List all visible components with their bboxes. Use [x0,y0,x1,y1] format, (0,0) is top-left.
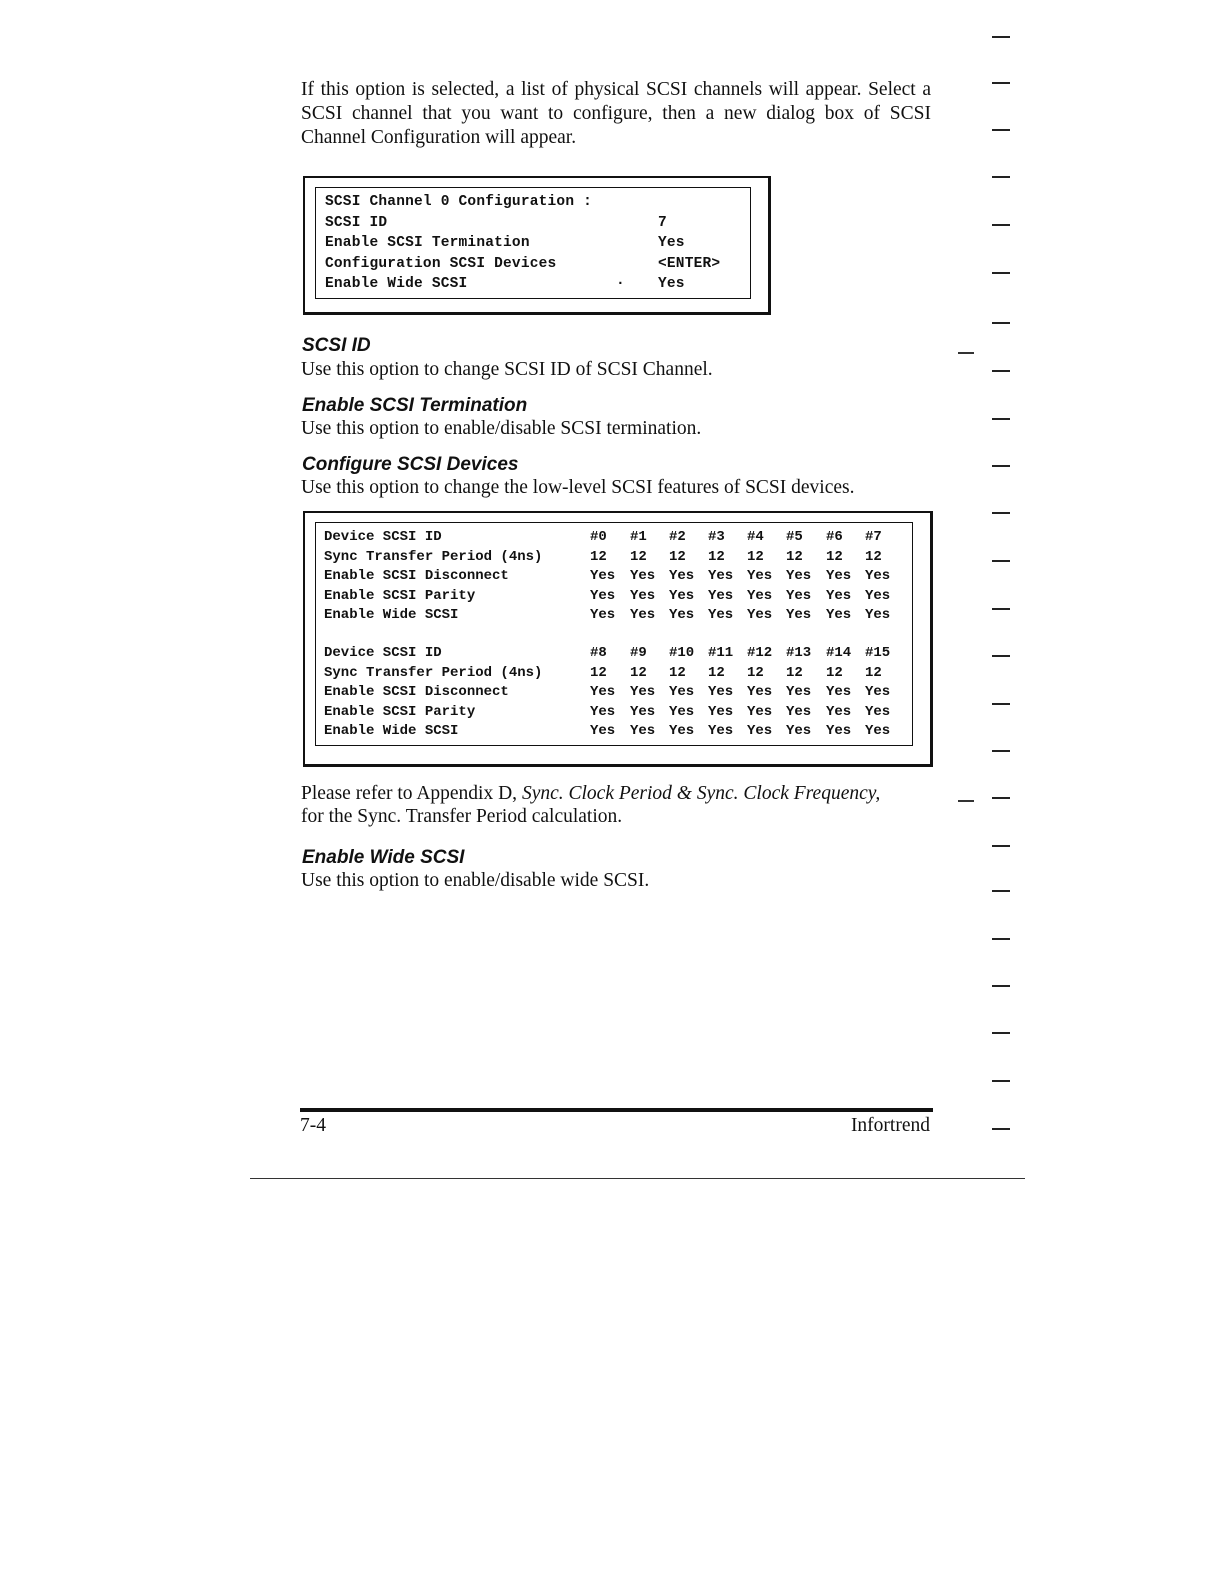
device-cell-parity[interactable]: Yes [826,703,852,720]
device-cell-parity[interactable]: Yes [590,587,616,604]
device-cell-ids[interactable]: #5 [786,529,803,545]
device-cell-ids[interactable]: #12 [747,645,773,661]
margin-tick [992,655,1010,657]
margin-tick [992,938,1010,940]
device-cell-disconnect[interactable]: Yes [826,568,852,584]
device-cell-parity[interactable]: Yes [630,703,656,720]
footer-rule [300,1108,933,1112]
margin-tick [992,82,1010,84]
device-cell-wide[interactable]: Yes [826,607,852,623]
device-cell-sync[interactable]: 12 [630,664,647,681]
device-cell-parity[interactable]: Yes [590,703,616,720]
device-row-label: Enable SCSI Parity [324,587,476,604]
margin-tick [992,890,1010,892]
device-cell-disconnect[interactable]: Yes [630,568,656,584]
margin-tick [992,176,1010,178]
margin-tick [992,797,1010,799]
margin-tick [992,1080,1010,1082]
device-cell-disconnect[interactable]: Yes [708,568,734,584]
device-cell-ids[interactable]: #0 [590,529,607,545]
device-cell-wide[interactable]: Yes [865,607,891,623]
stray-mark [958,352,974,354]
device-cell-parity[interactable]: Yes [630,587,656,604]
heading-devices: Configure SCSI Devices [302,454,519,475]
device-cell-parity[interactable]: Yes [747,703,773,720]
device-row-label: Enable SCSI Disconnect [324,684,509,700]
refer-prefix: Please refer to Appendix D, [301,783,518,804]
device-cell-parity[interactable]: Yes [708,703,734,720]
device-cell-parity[interactable]: Yes [865,703,891,720]
device-cell-ids[interactable]: #9 [630,645,647,661]
device-row-label: Sync Transfer Period (4ns) [324,664,543,681]
device-cell-disconnect[interactable]: Yes [669,568,695,584]
margin-tick [992,1128,1010,1130]
device-cell-wide[interactable]: Yes [708,607,734,623]
device-row-label: Device SCSI ID [324,645,442,661]
refer-line-2: for the Sync. Transfer Period calculation. [301,806,623,827]
margin-tick [992,322,1010,324]
device-cell-sync[interactable]: 12 [669,548,686,565]
margin-tick [992,703,1010,705]
device-cell-disconnect[interactable]: Yes [590,684,616,700]
device-cell-ids[interactable]: #6 [826,529,843,545]
margin-tick [992,985,1010,987]
margin-tick [992,560,1010,562]
config-marker: · [616,276,625,292]
device-cell-ids[interactable]: #13 [786,645,812,661]
device-cell-disconnect[interactable]: Yes [669,684,695,700]
margin-tick [992,750,1010,752]
device-cell-wide[interactable]: Yes [747,607,773,623]
config-label-wide[interactable]: Enable Wide SCSI [325,276,468,292]
heading-termination: Enable SCSI Termination [302,395,528,416]
device-cell-sync[interactable]: 12 [747,664,764,681]
device-cell-parity[interactable]: Yes [747,587,773,604]
config-label-devices[interactable]: Configuration SCSI Devices [325,256,557,272]
device-cell-sync[interactable]: 12 [708,548,725,565]
device-cell-parity[interactable]: Yes [708,587,734,604]
device-cell-parity[interactable]: Yes [669,587,695,604]
device-cell-wide[interactable]: Yes [669,723,695,739]
refer-italic: Sync. Clock Period & Sync. Clock Frequency, [521,783,881,804]
footer-brand: Infortrend [850,1115,930,1136]
config-value-devices: <ENTER> [658,256,721,272]
device-cell-wide[interactable]: Yes [826,723,852,739]
device-cell-wide[interactable]: Yes [865,723,891,739]
margin-tick [992,512,1010,514]
margin-tick [992,845,1010,847]
device-cell-sync[interactable]: 12 [590,664,607,681]
device-cell-sync[interactable]: 12 [786,664,803,681]
device-row-label: Enable SCSI Disconnect [324,568,509,584]
device-cell-wide[interactable]: Yes [630,723,656,739]
heading-scsi-id: SCSI ID [302,335,371,356]
device-cell-wide[interactable]: Yes [630,607,656,623]
device-cell-ids[interactable]: #2 [669,529,686,545]
intro-paragraph: If this option is selected, a list of physical SCSI channels will appear. Select a SCSI channel that you want to configure, then a new dialog box of SCSI Channel Configuration will appear. [301,79,931,148]
device-cell-sync[interactable]: 12 [747,548,764,565]
refer-line-1 [301,783,880,805]
device-cell-ids[interactable]: #3 [708,529,725,545]
device-cell-wide[interactable]: Yes [747,723,773,739]
device-cell-parity[interactable]: Yes [669,703,695,720]
page-number: 7-4 [300,1115,326,1136]
margin-tick [992,608,1010,610]
device-row-label: Enable Wide SCSI [324,723,459,739]
device-cell-ids[interactable]: #8 [590,645,607,661]
config-value-wide: Yes [658,276,685,292]
device-cell-disconnect[interactable]: Yes [865,684,891,700]
device-cell-disconnect[interactable]: Yes [786,684,812,700]
device-cell-ids[interactable]: #15 [865,645,891,661]
device-cell-wide[interactable]: Yes [590,607,616,623]
device-cell-wide[interactable]: Yes [669,607,695,623]
device-cell-parity[interactable]: Yes [786,703,812,720]
device-cell-ids[interactable]: #11 [708,645,734,661]
device-cell-parity[interactable]: Yes [865,587,891,604]
margin-tick [992,129,1010,131]
device-cell-disconnect[interactable]: Yes [747,684,773,700]
device-cell-sync[interactable]: 12 [669,664,686,681]
device-cell-sync[interactable]: 12 [826,548,843,565]
text-wide: Use this option to enable/disable wide SCSI. [301,870,650,891]
device-cell-sync[interactable]: 12 [865,664,882,681]
device-cell-sync[interactable]: 12 [786,548,803,565]
margin-tick [992,465,1010,467]
heading-wide: Enable Wide SCSI [302,847,465,868]
device-cell-wide[interactable]: Yes [590,723,616,739]
device-cell-disconnect[interactable]: Yes [747,568,773,584]
margin-tick [992,36,1010,38]
device-cell-wide[interactable]: Yes [786,607,812,623]
device-cell-ids[interactable]: #1 [630,529,647,545]
margin-tick [992,224,1010,226]
device-cell-wide[interactable]: Yes [786,723,812,739]
device-cell-ids[interactable]: #7 [865,529,882,545]
margin-tick [992,272,1010,274]
device-cell-parity[interactable]: Yes [826,587,852,604]
device-row-label: Enable Wide SCSI [324,607,459,623]
margin-tick [992,418,1010,420]
config-value-scsi-id: 7 [658,215,667,231]
device-cell-disconnect[interactable]: Yes [786,568,812,584]
device-cell-ids[interactable]: #10 [669,645,695,661]
device-cell-sync[interactable]: 12 [826,664,843,681]
device-cell-disconnect[interactable]: Yes [865,568,891,584]
device-cell-parity[interactable]: Yes [786,587,812,604]
margin-tick [992,370,1010,372]
device-cell-ids[interactable]: #14 [826,645,852,661]
stray-mark [958,800,974,802]
device-cell-sync[interactable]: 12 [590,548,607,565]
device-cell-disconnect[interactable]: Yes [708,684,734,700]
device-cell-disconnect[interactable]: Yes [590,568,616,584]
device-cell-disconnect[interactable]: Yes [630,684,656,700]
margin-tick [992,1032,1010,1034]
text-scsi-id: Use this option to change SCSI ID of SCSI Channel. [301,359,713,380]
device-row-label: Enable SCSI Parity [324,703,476,720]
config-label-scsi-id[interactable]: SCSI ID [325,215,388,231]
channel-config-title: SCSI Channel 0 Configuration : [325,194,593,210]
device-cell-sync[interactable]: 12 [708,664,725,681]
page-bottom-rule [250,1178,1025,1179]
device-cell-sync[interactable]: 12 [630,548,647,565]
device-row-label: Device SCSI ID [324,529,442,545]
config-label-termination[interactable]: Enable SCSI Termination [325,235,530,251]
device-cell-ids[interactable]: #4 [747,529,764,545]
device-cell-sync[interactable]: 12 [865,548,882,565]
device-cell-wide[interactable]: Yes [708,723,734,739]
device-row-label: Sync Transfer Period (4ns) [324,548,543,565]
config-value-termination: Yes [658,235,685,251]
text-devices: Use this option to change the low-level SCSI features of SCSI devices. [301,477,855,498]
text-termination: Use this option to enable/disable SCSI termination. [301,418,702,439]
device-cell-disconnect[interactable]: Yes [826,684,852,700]
